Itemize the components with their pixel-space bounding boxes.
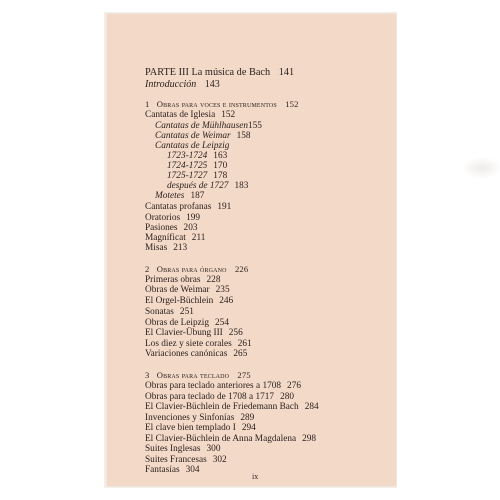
section-title: Obras para órgano xyxy=(156,264,227,274)
entry-page: 254 xyxy=(215,318,229,328)
entry-page: 289 xyxy=(240,413,255,423)
entry-title: El Clavier-Büchlein de Friedemann Bach xyxy=(145,402,299,412)
entry-page: 246 xyxy=(219,296,234,306)
toc-entry xyxy=(145,350,247,359)
entry-title: El clave bien templado I xyxy=(145,423,236,433)
toc-entry xyxy=(145,203,231,212)
entry-page: 158 xyxy=(236,131,251,141)
entry-title: El Orgel-Büchlein xyxy=(145,296,214,306)
toc-entry xyxy=(145,393,294,402)
entry-title: Primeras obras xyxy=(145,275,201,285)
toc-entry xyxy=(167,182,248,191)
entry-page: 294 xyxy=(241,423,256,433)
toc-entry xyxy=(145,111,235,120)
toc-entry xyxy=(155,132,251,141)
entry-page: 155 xyxy=(247,121,262,131)
entry-title: El Clavier-Büchlein de Anna Magdalena xyxy=(145,434,297,444)
entry-title: Obras para teclado anteriores a 1708 xyxy=(145,381,282,391)
entry-page: 203 xyxy=(183,223,198,233)
entry-page: 187 xyxy=(190,191,205,201)
toc-entry xyxy=(145,414,254,423)
entry-title: 1725-1727 xyxy=(167,171,208,181)
entry-title: Sonatas xyxy=(145,307,174,317)
part-title: La música de Bach xyxy=(191,67,271,78)
section-heading xyxy=(145,371,251,380)
toc-entry xyxy=(145,224,198,233)
toc-entry xyxy=(167,152,227,161)
entry-title: Motetes xyxy=(155,191,185,201)
entry-page: 304 xyxy=(185,465,200,475)
section-page: 226 xyxy=(234,264,249,274)
entry-title: Pasiones xyxy=(145,223,178,233)
toc-entry xyxy=(145,214,200,223)
entry-page: 178 xyxy=(213,171,228,181)
entry-page: 191 xyxy=(217,202,232,212)
entry-title: Cantatas profanas xyxy=(145,202,212,212)
entry-page: 300 xyxy=(206,444,221,454)
entry-title: Misas xyxy=(145,243,168,253)
entry-title: Cantatas de Weimar xyxy=(155,131,231,141)
toc-entry xyxy=(145,435,316,444)
toc-entry xyxy=(145,382,301,391)
entry-page: 163 xyxy=(213,151,228,161)
toc-entry xyxy=(145,297,233,306)
entry-page: 251 xyxy=(179,307,194,317)
entry-page: 284 xyxy=(304,402,319,412)
entry-page: 152 xyxy=(221,110,236,120)
section-number: 2 xyxy=(145,264,150,274)
section-title: Obras para voces e instrumentos xyxy=(156,99,277,109)
entry-title: 1724-1725 xyxy=(167,161,208,171)
book-page xyxy=(107,14,396,486)
section-number: 3 xyxy=(145,370,150,380)
toc-entry xyxy=(145,403,319,412)
toc-entry xyxy=(155,192,204,201)
show-through-mark xyxy=(462,157,500,179)
entry-title: después de 1727 xyxy=(167,181,229,191)
entry-title: Magníficat xyxy=(145,233,186,243)
toc-entry xyxy=(167,162,227,171)
entry-page: 199 xyxy=(186,213,201,223)
section-page: 275 xyxy=(237,370,251,380)
entry-title: Obras para teclado de 1708 a 1717 xyxy=(145,392,275,402)
toc-entry xyxy=(155,142,229,151)
entry-title: Suites Francesas xyxy=(145,455,207,465)
intro-entry xyxy=(145,80,220,90)
toc-entry xyxy=(145,286,230,295)
entry-title: Obras de Weimar xyxy=(145,285,210,295)
section-page: 152 xyxy=(285,99,299,109)
entry-page: 211 xyxy=(191,233,206,243)
section-heading xyxy=(145,100,299,109)
entry-page: 302 xyxy=(212,455,227,465)
part-label: PARTE III xyxy=(145,67,189,78)
toc-entry xyxy=(155,122,262,131)
entry-title: Los diez y siete corales xyxy=(145,339,232,349)
entry-page: 265 xyxy=(233,349,248,359)
toc-entry xyxy=(145,466,200,475)
entry-title: Cantatas de Iglesia xyxy=(145,110,216,120)
toc-entry xyxy=(145,308,194,317)
toc-entry xyxy=(145,340,252,349)
entry-page: 256 xyxy=(228,328,243,338)
intro-label: Introducción xyxy=(145,79,197,90)
toc-entry xyxy=(145,276,220,285)
toc-entry xyxy=(145,234,205,243)
entry-title: Cantatas de Leipzig xyxy=(155,141,230,151)
section-number: 1 xyxy=(145,99,150,109)
entry-page: 228 xyxy=(206,275,221,285)
entry-title: Cantatas de Mühlhausen xyxy=(155,121,248,131)
toc-entry xyxy=(167,172,227,181)
entry-page: 235 xyxy=(215,285,230,295)
section-heading xyxy=(145,265,248,274)
part-heading xyxy=(145,68,294,78)
entry-title: Variaciones canónicas xyxy=(145,349,228,359)
entry-title: 1723-1724 xyxy=(167,151,208,161)
entry-page: 213 xyxy=(173,243,188,253)
toc-entry xyxy=(145,456,227,465)
entry-title: Invenciones y Sinfonías xyxy=(145,413,235,423)
entry-title: Oratorios xyxy=(145,213,181,223)
page-number: ix xyxy=(252,472,259,481)
entry-page: 170 xyxy=(213,161,228,171)
toc-entry xyxy=(145,445,220,454)
intro-page: 143 xyxy=(204,79,220,90)
toc-entry xyxy=(145,329,243,338)
toc-entry xyxy=(145,244,187,253)
entry-title: Obras de Leipzig xyxy=(145,318,210,328)
entry-title: Fantasías xyxy=(145,465,180,475)
entry-title: Suites Inglesas xyxy=(145,444,201,454)
entry-page: 280 xyxy=(280,392,295,402)
entry-page: 261 xyxy=(237,339,252,349)
entry-page: 183 xyxy=(234,181,249,191)
toc-entry xyxy=(145,319,229,328)
part-page: 141 xyxy=(278,67,295,78)
toc-entry xyxy=(145,424,256,433)
section-title: Obras para teclado xyxy=(156,370,230,380)
entry-page: 276 xyxy=(287,381,301,391)
entry-title: El Clavier-Übung III xyxy=(145,328,223,338)
entry-page: 298 xyxy=(302,434,317,444)
